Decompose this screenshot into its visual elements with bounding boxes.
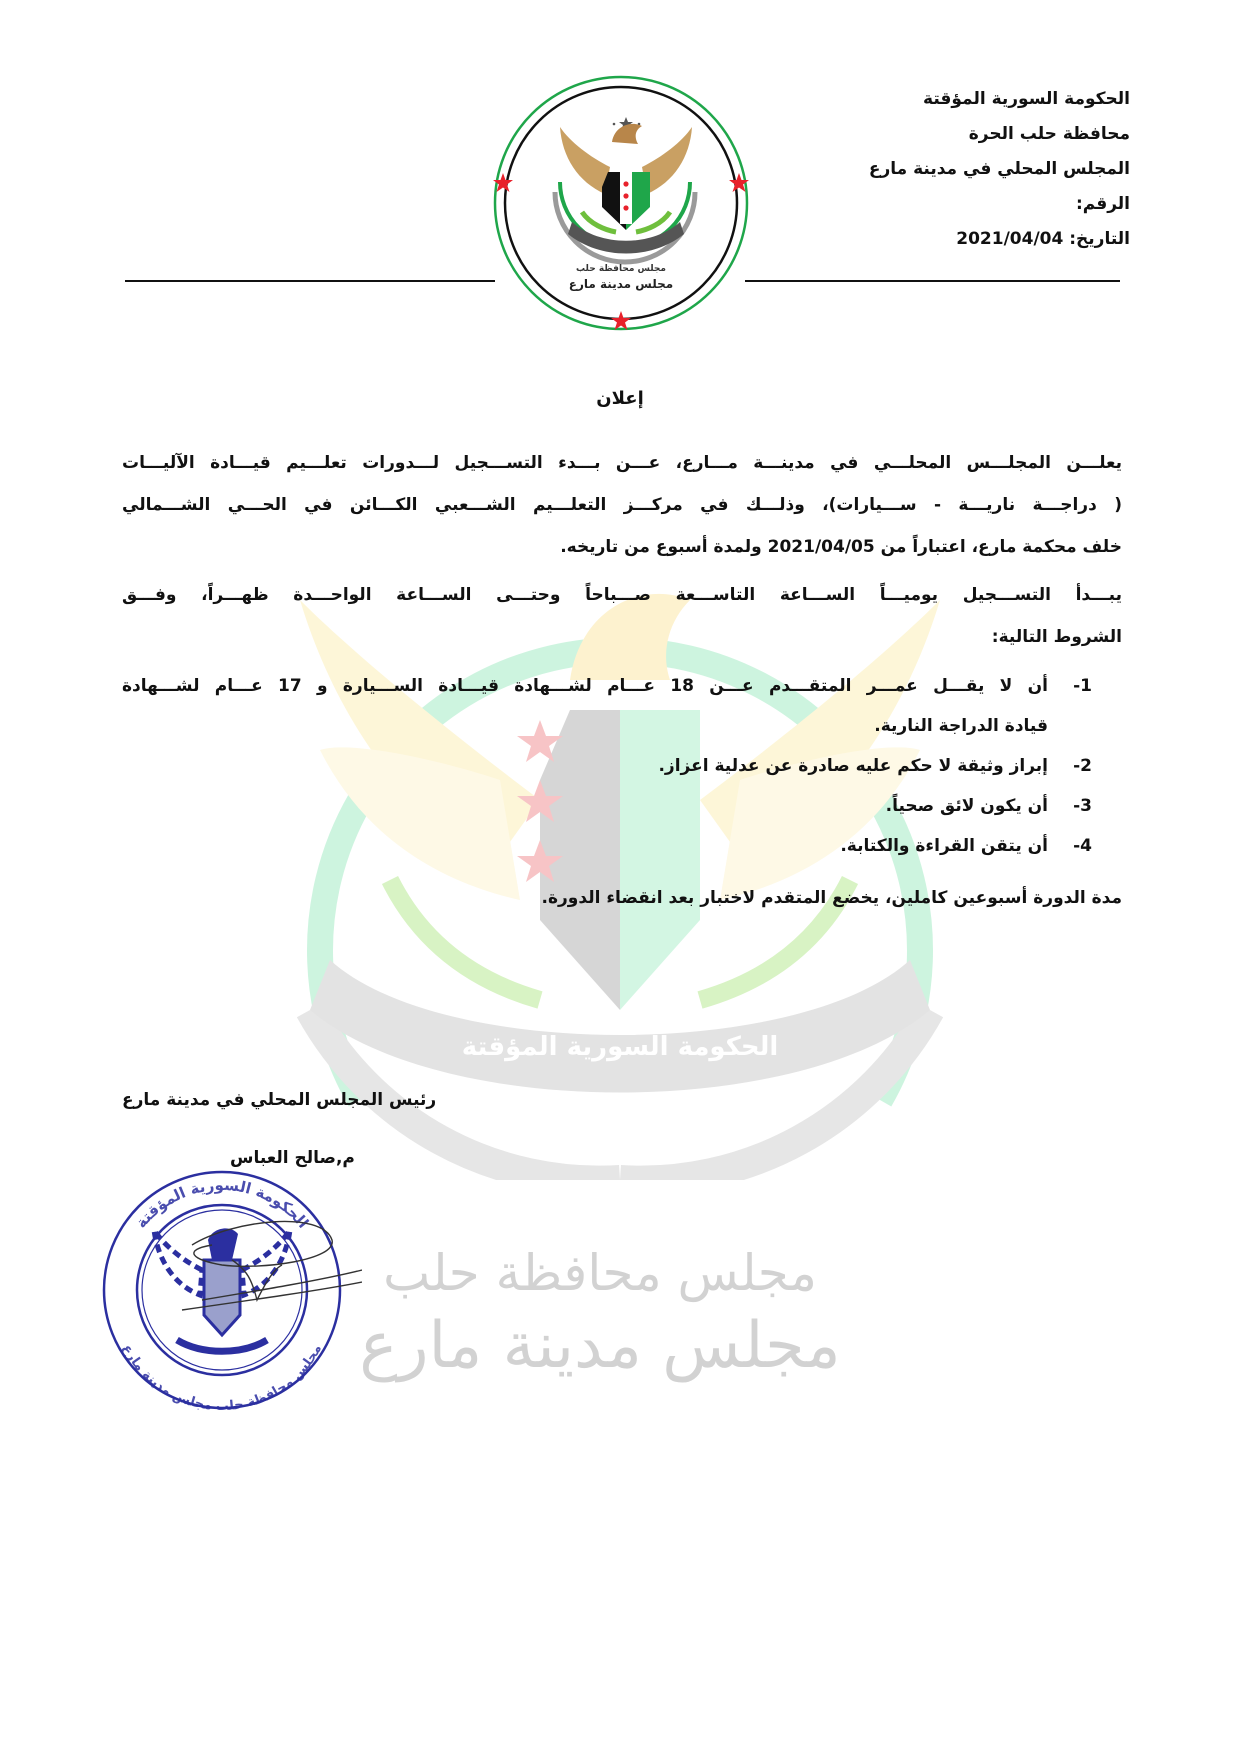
condition-number: -3 xyxy=(1073,796,1092,816)
header-date xyxy=(800,222,1130,257)
paragraph-registration xyxy=(122,442,1122,568)
official-stamp xyxy=(82,1150,362,1410)
header-government: الحكومة السورية المؤقتة xyxy=(923,89,1130,109)
signatory-title: رئيس المجلس المحلي في مدينة مارع xyxy=(122,1090,437,1110)
announcement-body xyxy=(122,442,1122,918)
header-reference-number xyxy=(800,187,1130,222)
paragraph-line: يبـــدأ التســـجيل يوميـــاً الســـاعة التاســـعة صـــباحاً وحتـــى الســـاعة الواحـــدة ظهـــراً، وفـــق xyxy=(122,585,1122,605)
course-duration-note: مدة الدورة أسبوعين كاملين، يخضع المتقدم لاختبار بعد انقضاء الدورة. xyxy=(541,888,1122,908)
logo-governorate-text: مجلس محافظة حلب xyxy=(576,264,666,274)
reference-number-label: الرقم: xyxy=(1075,194,1130,214)
paragraph-line: ( دراجـــة ناريـــة - ســـيارات)، وذلـــك في مركـــز التعلـــيم الشـــعبي الكـــائن في الحـــي الشـــمالي xyxy=(122,495,1122,515)
paragraph-line: الشروط التالية: xyxy=(991,627,1122,647)
header-divider-right xyxy=(745,280,1120,282)
condition-text: قيادة الدراجة النارية. xyxy=(874,716,1048,736)
condition-text: أن لا يقـــل عمـــر المتقـــدم عـــن 18 عـــام لشـــهادة قيـــادة الســـيارة و 17 عـــام لشـــهادة xyxy=(122,676,1048,696)
paragraph-line: يعلـــن المجلـــس المحلـــي في مدينـــة مـــارع، عـــن بـــدء التســـجيل لـــدورات تعلـــيم قيـــادة الآليـــات xyxy=(122,453,1122,473)
header-governorate: محافظة حلب الحرة xyxy=(968,124,1130,144)
condition-text: أن يتقن القراءة والكتابة. xyxy=(840,836,1048,856)
conditions-list xyxy=(122,666,1122,866)
header-divider-left xyxy=(125,280,495,282)
condition-item xyxy=(122,746,1122,786)
condition-item xyxy=(122,826,1122,866)
gray-watermark-line1: مجلس محافظة حلب xyxy=(383,1244,817,1302)
paragraph-line: خلف محكمة مارع، اعتباراً من 2021/04/05 ولمدة أسبوع من تاريخه. xyxy=(560,537,1122,557)
svg-text:الحكومة السورية المؤقتة xyxy=(132,1176,312,1232)
council-logo xyxy=(490,72,752,334)
gray-watermark-line2: مجلس مدينة مارع xyxy=(359,1309,841,1383)
condition-number: -2 xyxy=(1073,756,1092,776)
condition-number: -4 xyxy=(1073,836,1092,856)
stamp-bottom-text: مجلس محافظة حلب مجلس مدينة مارع xyxy=(119,1342,325,1410)
header-council: المجلس المحلي في مدينة مارع xyxy=(868,159,1130,179)
watermark-ribbon-text: الحكومة السورية المؤقتة xyxy=(461,1032,779,1062)
condition-text: أن يكون لائق صحياً. xyxy=(885,796,1048,816)
stamp-seal-icon xyxy=(82,1150,362,1410)
date-label: التاريخ: xyxy=(1069,229,1130,249)
paragraph-schedule xyxy=(122,574,1122,658)
signatory-name: م,صالح العباس xyxy=(230,1148,355,1168)
stamp-top-text: الحكومة السورية المؤقتة xyxy=(131,1175,313,1232)
announcement-title: إعلان xyxy=(596,388,644,409)
letterhead xyxy=(800,82,1130,257)
condition-number: -1 xyxy=(1073,676,1092,696)
gray-council-watermark xyxy=(310,1240,890,1386)
condition-text: إبراز وثيقة لا حكم عليه صادرة عن عدلية اعزاز. xyxy=(658,756,1048,776)
condition-item xyxy=(122,666,1122,746)
logo-council-text: مجلس مدينة مارع xyxy=(568,277,674,291)
condition-item xyxy=(122,786,1122,826)
date-value: 2021/04/04 xyxy=(956,229,1064,249)
eagle-emblem-icon xyxy=(490,72,752,334)
